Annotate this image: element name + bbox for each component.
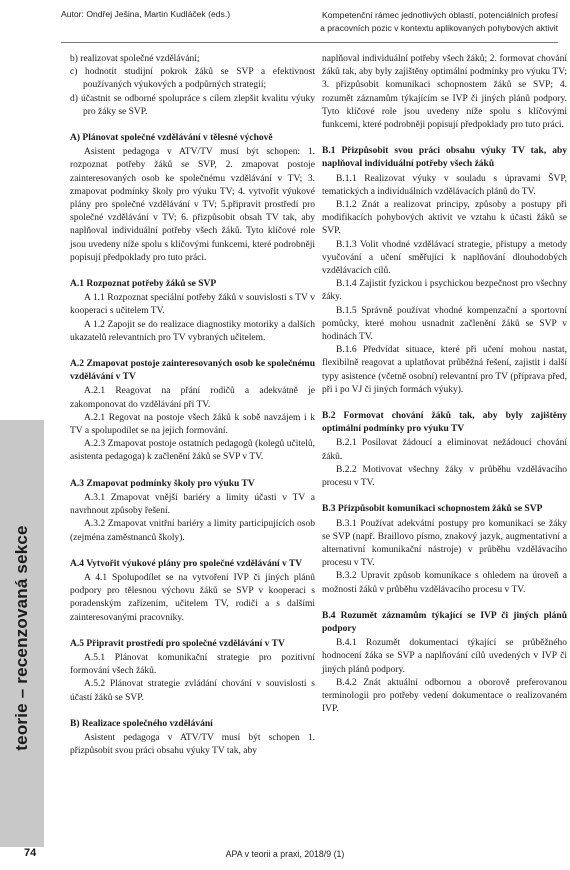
item-b31: B.3.1 Používat adekvátní postupy pro komunikaci se žáky se SVP (např. Braillovo písmo, znakový jazyk, augmentativní a alternativní komunikační nástroje) v průběhu vzdělávacího procesu v TV. [322, 518, 567, 569]
item-b22: B.2.2 Motivovat všechny žáky v průběhu vzdělávacího procesu v TV. [322, 464, 567, 489]
page-number: 74 [24, 847, 37, 859]
heading-a4: A.4 Vytvořit výukové plány pro společné vzdělávání v TV [70, 558, 303, 569]
item-a41: A 4.1 Spolupodílet se na vytvoření IVP či jiných plánů podpory pro tělesnou výchovu žáků se SVP v kooperaci s poradenským zařízením, učitelem TV, rodiči a s dalšími zainteresovanými pracovníky. [70, 572, 315, 623]
item-a52: A.5.2 Plánovat strategie zvládání chování v souvislosti s účastí žáků se SVP. [70, 679, 315, 703]
header-title [320, 9, 558, 35]
item-b16: B.1.6 Předvídat situace, které při učení mohou nastat, flexibilně reagovat a uplatňovat průběžná řešení, zajistit i další typy asistence (včetně osobní) relevantní pro TV (příprava před, při i po VJ či jiných formách výuky). [322, 345, 567, 395]
item-b32: B.3.2 Upravit způsob komunikace s ohledem na úroveň a možnosti žáků v průběhu vzdělávacího procesu v TV. [322, 571, 567, 595]
item-a11: A 1.1 Rozpoznat speciální potřeby žáků v souvislosti s TV v kooperaci s učitelem TV. [70, 293, 315, 317]
header-divider [61, 42, 558, 43]
page-footer: APA v teorii a praxi, 2018/9 (1) [225, 849, 345, 859]
heading-a: A) Plánovat společné vzdělávání v tělesné výchově [70, 133, 273, 144]
item-a21b: A.2.1 Regovat na postoje všech žáků k sobě navzájem i k TV a spolupodílet se na jejich formování. [70, 412, 315, 437]
heading-b2: B.2 Formovat chování žáků tak, aby byly zajištěny optimální podmínky pro výuku TV [322, 411, 567, 435]
section-label: teorie – recenzovaná sekce [12, 525, 31, 751]
paragraph-b: Asistent pedagoga v ATV/TV musí být schopen 1. přizpůsobit svou práci obsahu výuky TV tak, aby [70, 732, 315, 757]
item-a51: A.5.1 Plánovat komunikační strategie pro pozitivní formování všech žáků. [70, 652, 315, 677]
right-column [322, 53, 567, 716]
item-a23: A.2.3 Zmapovat postoje ostatních pedagogů (kolegů učitelů, asistenta pedagoga) k začlenění žáků se SVP v TV. [70, 439, 315, 463]
list-item-c: c) hodnotit studijní pokrok žáků se SVP a efektivnost používaných výukových a podpůrných strategií; [70, 67, 315, 91]
paragraph-a: Asistent pedagoga v ATV/TV musí být schopen: 1. rozpoznat potřeby žáků se SVP, 2. zmapovat postoje zainteresovaných osob ke společnému vzdělávání v TV; 3. zmapovat podmínky školy pro výuku TV; 4. vytvořit výukové plány pro společné vzdělávání v TV; 5.připravit prostředí pro společné vzdělávání v TV; 6. přizpůsobit obsah TV tak, aby naplňoval individuální potřeby všech žáků. Tyto klíčové role jsou uvedeny níže spolu s klíčovými funkcemi, které podrobněji popisují předpoklady pro tuto práci. [70, 147, 315, 263]
item-b41: B.4.1 Rozumět dokumentaci týkající se průběžného hodnocení žáka se SVP a naplňování cílů uvedených v IVP či jiných plánů podpory. [322, 638, 567, 675]
header-title-line2: a pracovních pozic v kontextu aplikovaných pohybových aktivit [320, 23, 558, 33]
heading-a3: A.3 Zmapovat podmínky školy pro výuku TV [70, 478, 255, 489]
item-a21: A.2.1 Reagovat na přání rodičů a adekvátně je zakomponovat do vzdělávání při TV. [70, 386, 315, 410]
item-b14: B.1.4 Zajistit fyzickou i psychickou bezpečnost pro všechny žáky. [322, 279, 567, 303]
item-a32: A.3.2 Zmapovat vnitřní bariéry a limity participujících osob (zejména zaměstnanců školy). [70, 519, 315, 543]
heading-b3: B.3 Přizpůsobit komunikaci schopnostem žáků se SVP [322, 504, 543, 515]
item-b15: B.1.5 Správně používat vhodné kompenzační a sportovní pomůcky, které mohou usnadnit začlenění žáků se SVP v hodinách TV. [322, 305, 567, 343]
list-item-b: b) realizovat společné vzdělávání; [70, 54, 200, 64]
left-column [70, 53, 315, 758]
header-authors: Autor: Ondřej Ješina, Martin Kudláček (eds.) [61, 9, 231, 19]
item-b12: B.1.2 Znát a realizovat principy, způsoby a postupy při modifikacích pohybových aktivit ve vztahu k účasti žáků se SVP. [322, 200, 567, 237]
item-a31: A.3.1 Zmapovat vnější bariéry a limity účasti v TV a navrhnout způsoby řešení. [70, 492, 315, 517]
header-title-line1: Kompetenční rámec jednotlivých oblastí, potenciálních profesí [322, 10, 558, 20]
page-header [0, 0, 570, 52]
heading-b: B) Realizace společného vzdělávání [70, 718, 213, 729]
paragraph-b-continued: naplňoval individuální potřeby všech žáků; 2. formovat chování žáků tak, aby byly zajištěny optimální podmínky pro výuku TV; 3. přizpůsobit komunikaci schopnostem žáků se SVP; 4. rozumět záznamům týkajícím se IVP či jiných plánů podpory. Tyto klíčové role jsou uvedeny níže spolu s klíčovými funkcemi, které podrobněji popisují předpoklady pro tuto práci. [322, 54, 567, 131]
list-item-d: d) účastnit se odborné spolupráce s cílem zlepšit kvalitu výuky pro žáky se SVP. [70, 93, 315, 117]
item-a12: A 1.2 Zapojit se do realizace diagnostiky motoriky a dalších ukazatelů relevantních pro TV vybraných učitelem. [70, 319, 315, 343]
item-b21: B.2.1 Posilovat žádoucí a eliminovat nežádoucí chování žáků. [322, 438, 567, 462]
heading-b1: B.1 Přizpůsobit svou práci obsahu výuky TV tak, aby naplňoval individuální potřeby všech žáků [322, 146, 567, 170]
heading-a1: A.1 Rozpoznat potřeby žáků se SVP [70, 279, 217, 290]
heading-b4: B.4 Rozumět záznamům týkající se IVP či jiných plánů podpory [322, 610, 567, 634]
item-b11: B.1.1 Realizovat výuky v souladu s úpravami ŠVP, tematických a individuálních vzdělávacích plánů do TV. [322, 173, 567, 197]
heading-a2: A.2 Zmapovat postoje zainteresovaných osob ke společnému vzdělávání v TV [70, 359, 315, 383]
heading-a5: A.5 Připravit prostředí pro společné vzdělávání v TV [70, 638, 285, 649]
item-b42: B.4.2 Znát aktuální odbornou a oborově preferovanou terminologii pro potřeby vedení dokumentace o realizovaném IVP. [322, 677, 567, 715]
item-b13: B.1.3 Volit vhodné vzdělávací strategie, přístupy a metody vyučování a učení směřující k naplňování dlouhodobých vzdělávacích cílů. [322, 239, 567, 277]
